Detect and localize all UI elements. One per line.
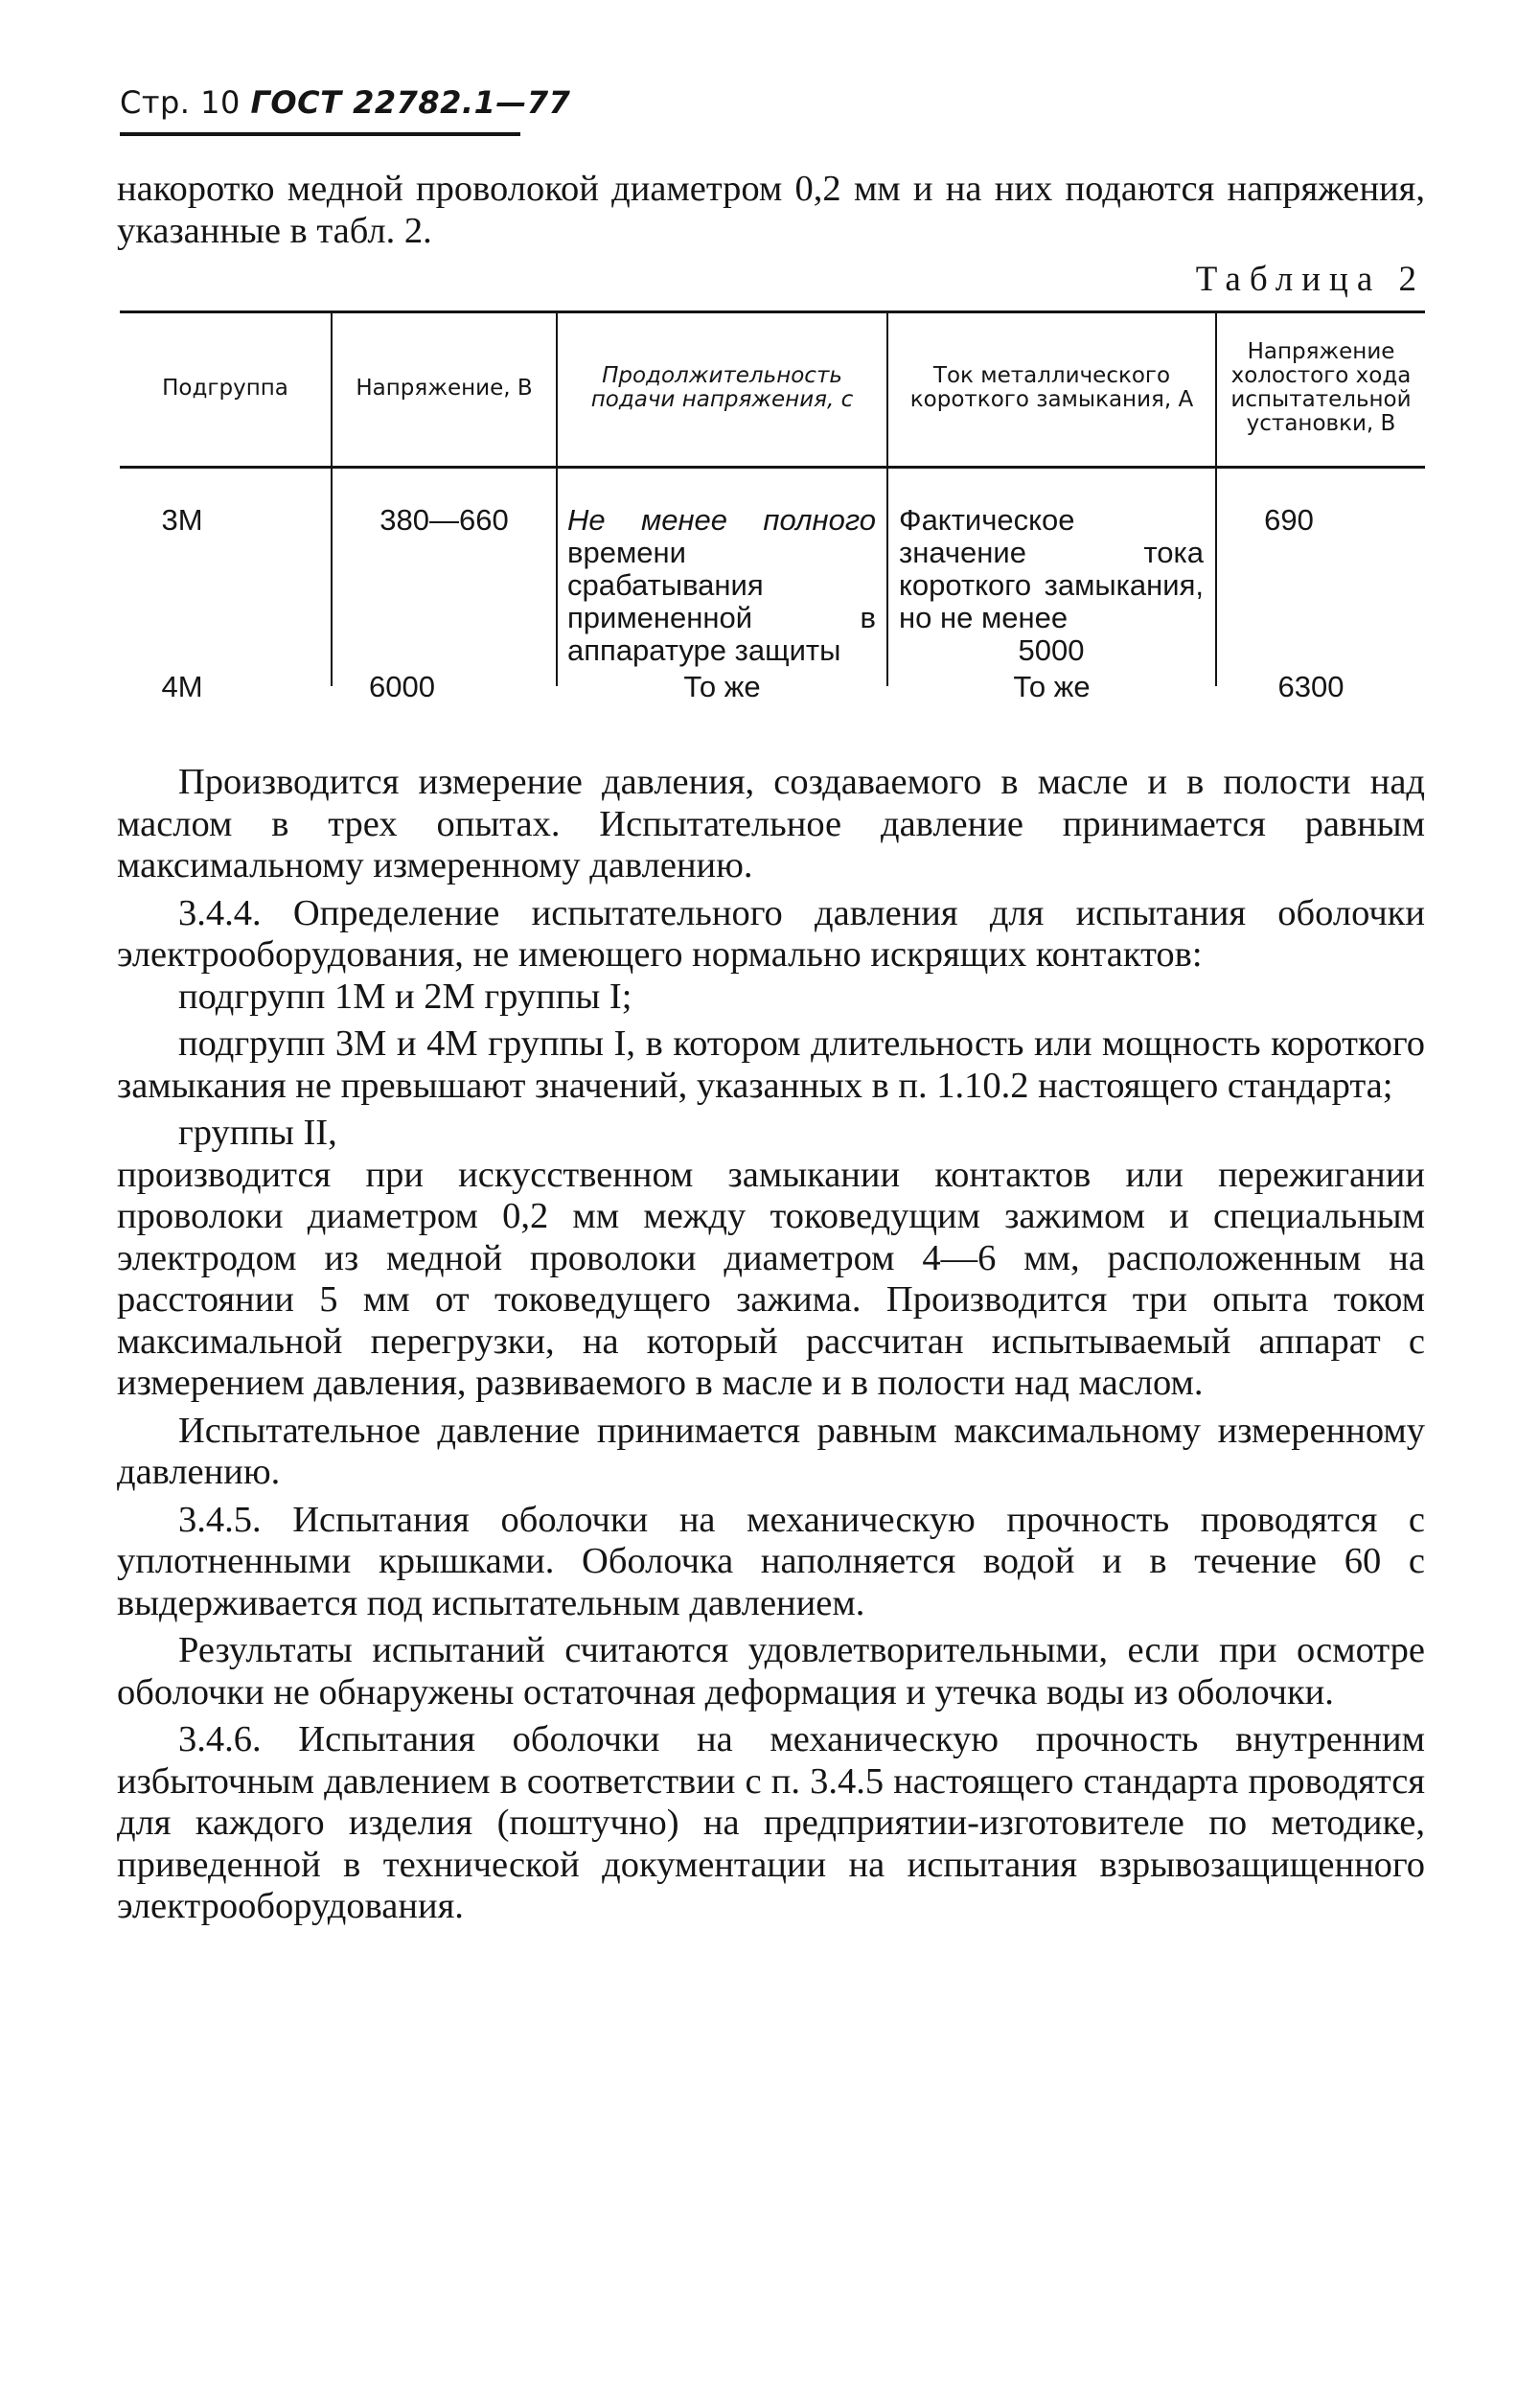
table-header-cell: Подгруппа bbox=[162, 375, 288, 401]
paragraph: производится при искусственном замыкании контактов или пережигании проволоки диаметром 0,2 мм между токоведущим зажимом и специальным электродом из медной проволоки диаметром 4—6 мм, расположенным на расстоянии 5 мм от токоведущего зажима. Производится три опыта током максимальной перегрузки, на который рассчитан испытываемый аппарат с измерением давления, развиваемого в масле и в полости над маслом. bbox=[117, 1154, 1425, 1403]
table-header-cell: Напряжение, В bbox=[356, 375, 533, 401]
table-cell-subgroup: 4М bbox=[161, 670, 203, 703]
table-top-rule bbox=[120, 310, 1425, 313]
table-cell-open-voltage: 690 bbox=[1264, 503, 1314, 537]
list-item: группы II, bbox=[178, 1113, 337, 1153]
running-head bbox=[120, 84, 570, 121]
page-label: Стр. 10 bbox=[120, 84, 241, 121]
header-rule bbox=[120, 132, 520, 136]
table-cell-current: То же bbox=[1013, 670, 1091, 703]
paragraph: Испытательное давление принимается равным максимальному измеренному давлению. bbox=[117, 1410, 1425, 1492]
current-value: 5000 bbox=[1018, 633, 1085, 667]
body-text bbox=[117, 762, 1425, 1928]
table-header-cell: Продолжительность подачи напряжения, с bbox=[590, 363, 854, 412]
table-header-cell: Ток металлического короткого замыкания, А bbox=[909, 363, 1194, 412]
paragraph: 3.4.5. Испытания оболочки на механическую прочность проводятся с уплотненными крышками. Оболочка наполняется водой и в течение 60 с выдерживается под испытательным давлением. bbox=[117, 1499, 1425, 1623]
paragraph: 3.4.4. Определение испытательного давления для испытания оболочки электрооборудования, не имеющего нормально искрящих контактов: bbox=[117, 892, 1425, 975]
table-cell-subgroup: 3М bbox=[161, 503, 203, 537]
list-item: подгрупп 3М и 4М группы I, в котором длительность или мощность короткого замыкания не превышают значений, указанных в п. 1.10.2 настоящего стандарта; bbox=[117, 1023, 1425, 1106]
table-cell-voltage: 6000 bbox=[369, 670, 435, 703]
paragraph: Производится измерение давления, создаваемого в масле и в полости над маслом в трех опытах. Испытательное давление принимается равным максимальному измеренному давлению. bbox=[117, 762, 1425, 885]
list-item: подгрупп 1М и 2М группы I; bbox=[178, 976, 632, 1017]
table-caption: Таблица 2 bbox=[1195, 260, 1425, 299]
table-header-rule bbox=[120, 466, 1425, 469]
table-cell-current bbox=[899, 504, 1204, 667]
paragraph: 3.4.6. Испытания оболочки на механическую прочность внутренним избыточным давлением в соответствии с п. 3.4.5 настоящего стандарта проводятся для каждого изделия (поштучно) на предприятии-изготовителе по методике, приведенной в технической документации на испытания взрывозащищенного электрооборудования. bbox=[117, 1719, 1425, 1926]
duration-text: времени срабатывания примененной в аппаратуре защиты bbox=[567, 536, 876, 667]
duration-emphasis: Не менее полного bbox=[567, 503, 876, 537]
table-cell-voltage: 380—660 bbox=[379, 503, 509, 537]
table-cell-duration: То же bbox=[683, 670, 761, 703]
paragraph: Результаты испытаний считаются удовлетворительными, если при осмотре оболочки не обнаружены остаточная деформация и утечка воды из оболочки. bbox=[117, 1630, 1425, 1712]
table-cell-duration bbox=[567, 504, 876, 667]
table-header-cell: Напряжение холостого хода испытательной установки, В bbox=[1230, 339, 1412, 436]
current-text: Фактическое значение тока короткого замыкания, но не менее bbox=[899, 503, 1204, 634]
standard-designation: ГОСТ 22782.1—77 bbox=[250, 84, 571, 121]
table-cell-open-voltage: 6300 bbox=[1277, 670, 1345, 703]
intro-paragraph: накоротко медной проволокой диаметром 0,2 мм и на них подаются напряжения, указанные в табл. 2. bbox=[117, 169, 1425, 251]
